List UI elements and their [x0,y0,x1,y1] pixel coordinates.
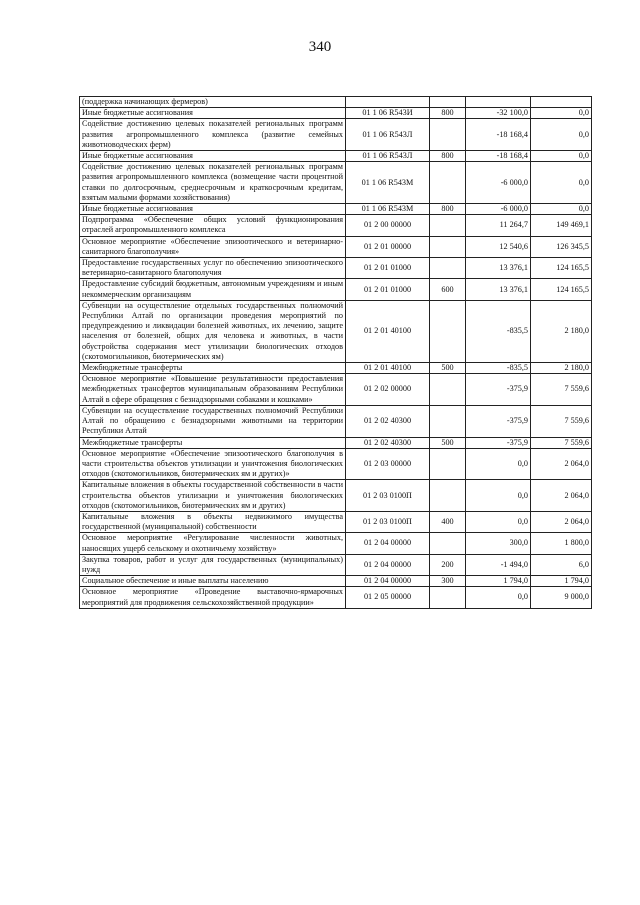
row-code-cell: 01 1 06 R543И [346,108,430,119]
table-row [80,448,592,480]
row-code-cell: 01 2 03 0100П [346,511,430,532]
row-amount-change-cell: -32 100,0 [466,108,531,119]
table-row [80,204,592,215]
row-expense-type-cell [430,480,466,512]
table-row [80,300,592,362]
row-expense-type-cell [430,374,466,406]
table-row [80,151,592,162]
table-row [80,480,592,512]
row-code-cell: 01 2 02 40300 [346,405,430,437]
row-expense-type-cell [430,97,466,108]
row-amount-total-cell: 7 559,6 [531,405,592,437]
row-amount-change-cell: -6 000,0 [466,204,531,215]
table-row [80,119,592,151]
table-row [80,363,592,374]
row-name-cell: Субвенции на осуществление государственных полномочий Республики Алтай по обращению с безнадзорными животными на территории Республики Алтай [80,405,346,437]
row-code-cell: 01 2 01 01000 [346,279,430,300]
row-name-cell: Капитальные вложения в объекты государственной собственности в части строительства объектов утилизации и уничтожения биологических отходов (скотомогильников, биотермических ям и других) [80,480,346,512]
row-amount-total-cell: 7 559,6 [531,437,592,448]
row-code-cell [346,97,430,108]
row-code-cell: 01 2 04 00000 [346,533,430,554]
row-code-cell: 01 2 01 40100 [346,363,430,374]
page-number: 340 [308,39,332,55]
table-row [80,587,592,608]
row-expense-type-cell: 800 [430,151,466,162]
row-amount-total-cell: 126 345,5 [531,236,592,257]
row-amount-change-cell: 13 376,1 [466,258,531,279]
table-row [80,437,592,448]
row-amount-total-cell: 0,0 [531,119,592,151]
row-amount-total-cell: 2 064,0 [531,511,592,532]
table-row [80,258,592,279]
row-amount-change-cell: 13 376,1 [466,279,531,300]
row-amount-change-cell: 300,0 [466,533,531,554]
row-name-cell: Содействие достижению целевых показателей региональных программ развития агропромышленного комплекса (возмещение части процентной ставки по долгосрочным, среднесрочным и краткосрочным кредитам, взятым малыми формами хозяйствования) [80,162,346,204]
row-code-cell: 01 2 03 0100П [346,480,430,512]
row-name-cell: Капитальные вложения в объекты недвижимого имущества государственной (муниципальной) собственности [80,511,346,532]
row-name-cell: Содействие достижению целевых показателей региональных программ развития агропромышленного комплекса (развитие семейных животноводческих ферм) [80,119,346,151]
row-name-cell: Субвенции на осуществление отдельных государственных полномочий Республики Алтай по организации проведения мероприятий по предупреждению и ликвидации болезней животных, их лечению, защите населения от болезней, общих для человека и животных, в части обустройства содержания мест утилизации биологических отходов (скотомогильников, биотермических ям) [80,300,346,362]
row-amount-change-cell: 12 540,6 [466,236,531,257]
row-name-cell: Межбюджетные трансферты [80,437,346,448]
row-code-cell: 01 2 01 40100 [346,300,430,362]
row-expense-type-cell: 300 [430,576,466,587]
row-code-cell: 01 2 04 00000 [346,554,430,575]
budget-table [79,96,592,609]
row-expense-type-cell: 800 [430,204,466,215]
row-expense-type-cell: 500 [430,437,466,448]
row-amount-change-cell: -18 168,4 [466,119,531,151]
row-expense-type-cell [430,405,466,437]
row-name-cell: Основное мероприятие «Обеспечение эпизоотического благополучия в части строительства объектов утилизации и уничтожения биологических отходов (скотомогильников, биотермических ям и других)» [80,448,346,480]
row-amount-total-cell: 0,0 [531,204,592,215]
budget-table-body [80,97,592,609]
row-amount-change-cell: 0,0 [466,448,531,480]
row-amount-change-cell: -835,5 [466,363,531,374]
table-row [80,374,592,406]
row-amount-total-cell: 1 794,0 [531,576,592,587]
row-expense-type-cell [430,215,466,236]
table-row [80,97,592,108]
row-amount-total-cell: 2 180,0 [531,300,592,362]
row-expense-type-cell [430,236,466,257]
row-amount-change-cell: 11 264,7 [466,215,531,236]
row-amount-change-cell: -375,9 [466,437,531,448]
row-amount-change-cell: -375,9 [466,374,531,406]
row-expense-type-cell [430,448,466,480]
table-row [80,108,592,119]
table-row [80,576,592,587]
row-expense-type-cell: 400 [430,511,466,532]
row-code-cell: 01 2 00 00000 [346,215,430,236]
row-amount-total-cell: 9 000,0 [531,587,592,608]
row-amount-total-cell: 124 165,5 [531,258,592,279]
row-amount-total-cell: 2 064,0 [531,480,592,512]
row-code-cell: 01 2 03 00000 [346,448,430,480]
row-expense-type-cell [430,258,466,279]
row-amount-change-cell: 1 794,0 [466,576,531,587]
row-amount-change-cell: -1 494,0 [466,554,531,575]
table-row [80,162,592,204]
row-amount-change-cell: -18 168,4 [466,151,531,162]
row-name-cell: Подпрограмма «Обеспечение общих условий функционирования отраслей агропромышленного комплекса [80,215,346,236]
row-amount-total-cell: 0,0 [531,108,592,119]
row-amount-total-cell: 0,0 [531,151,592,162]
row-amount-total-cell: 7 559,6 [531,374,592,406]
row-name-cell: Предоставление субсидий бюджетным, автономным учреждениям и иным некоммерческим организациям [80,279,346,300]
row-amount-total-cell: 2 180,0 [531,363,592,374]
row-amount-total-cell: 1 800,0 [531,533,592,554]
row-name-cell: Основное мероприятие «Регулирование численности животных, наносящих ущерб сельскому и охотничьему хозяйству» [80,533,346,554]
row-name-cell: Основное мероприятие «Повышение результативности предоставления межбюджетных трансфертов муниципальным образованиям Республики Алтай в сфере обращения с безнадзорными собаками и кошками» [80,374,346,406]
table-row [80,215,592,236]
row-expense-type-cell [430,300,466,362]
row-code-cell: 01 2 02 40300 [346,437,430,448]
row-expense-type-cell: 800 [430,108,466,119]
row-amount-change-cell: -6 000,0 [466,162,531,204]
row-amount-total-cell: 149 469,1 [531,215,592,236]
row-amount-change-cell [466,97,531,108]
row-code-cell: 01 1 06 R543Л [346,119,430,151]
row-name-cell: Иные бюджетные ассигнования [80,108,346,119]
row-name-cell: (поддержка начинающих фермеров) [80,97,346,108]
row-code-cell: 01 2 01 01000 [346,258,430,279]
row-name-cell: Основное мероприятие «Обеспечение эпизоотического и ветеринарно-санитарного благополучия» [80,236,346,257]
row-expense-type-cell: 600 [430,279,466,300]
table-row [80,236,592,257]
row-code-cell: 01 2 01 00000 [346,236,430,257]
row-amount-change-cell: -835,5 [466,300,531,362]
row-name-cell: Предоставление государственных услуг по обеспечению эпизоотического ветеринарно-санитарного благополучия [80,258,346,279]
row-expense-type-cell [430,587,466,608]
row-expense-type-cell [430,162,466,204]
row-name-cell: Межбюджетные трансферты [80,363,346,374]
table-row [80,554,592,575]
row-amount-change-cell: 0,0 [466,511,531,532]
table-row [80,533,592,554]
row-amount-total-cell: 6,0 [531,554,592,575]
row-expense-type-cell: 200 [430,554,466,575]
row-code-cell: 01 1 06 R543Л [346,151,430,162]
table-row [80,405,592,437]
row-amount-total-cell: 0,0 [531,162,592,204]
row-name-cell: Закупка товаров, работ и услуг для государственных (муниципальных) нужд [80,554,346,575]
row-name-cell: Социальное обеспечение и иные выплаты населению [80,576,346,587]
row-code-cell: 01 2 05 00000 [346,587,430,608]
row-code-cell: 01 1 06 R543M [346,162,430,204]
row-amount-change-cell: 0,0 [466,480,531,512]
row-name-cell: Иные бюджетные ассигнования [80,151,346,162]
row-amount-change-cell: -375,9 [466,405,531,437]
row-code-cell: 01 2 02 00000 [346,374,430,406]
table-row [80,511,592,532]
row-amount-total-cell: 124 165,5 [531,279,592,300]
row-amount-change-cell: 0,0 [466,587,531,608]
row-expense-type-cell [430,119,466,151]
row-name-cell: Основное мероприятие «Проведение выставочно-ярмарочных мероприятий для продвижения сельскохозяйственной продукции» [80,587,346,608]
row-expense-type-cell [430,533,466,554]
row-amount-total-cell [531,97,592,108]
table-row [80,279,592,300]
row-expense-type-cell: 500 [430,363,466,374]
row-name-cell: Иные бюджетные ассигнования [80,204,346,215]
row-code-cell: 01 1 06 R543M [346,204,430,215]
row-amount-total-cell: 2 064,0 [531,448,592,480]
row-code-cell: 01 2 04 00000 [346,576,430,587]
